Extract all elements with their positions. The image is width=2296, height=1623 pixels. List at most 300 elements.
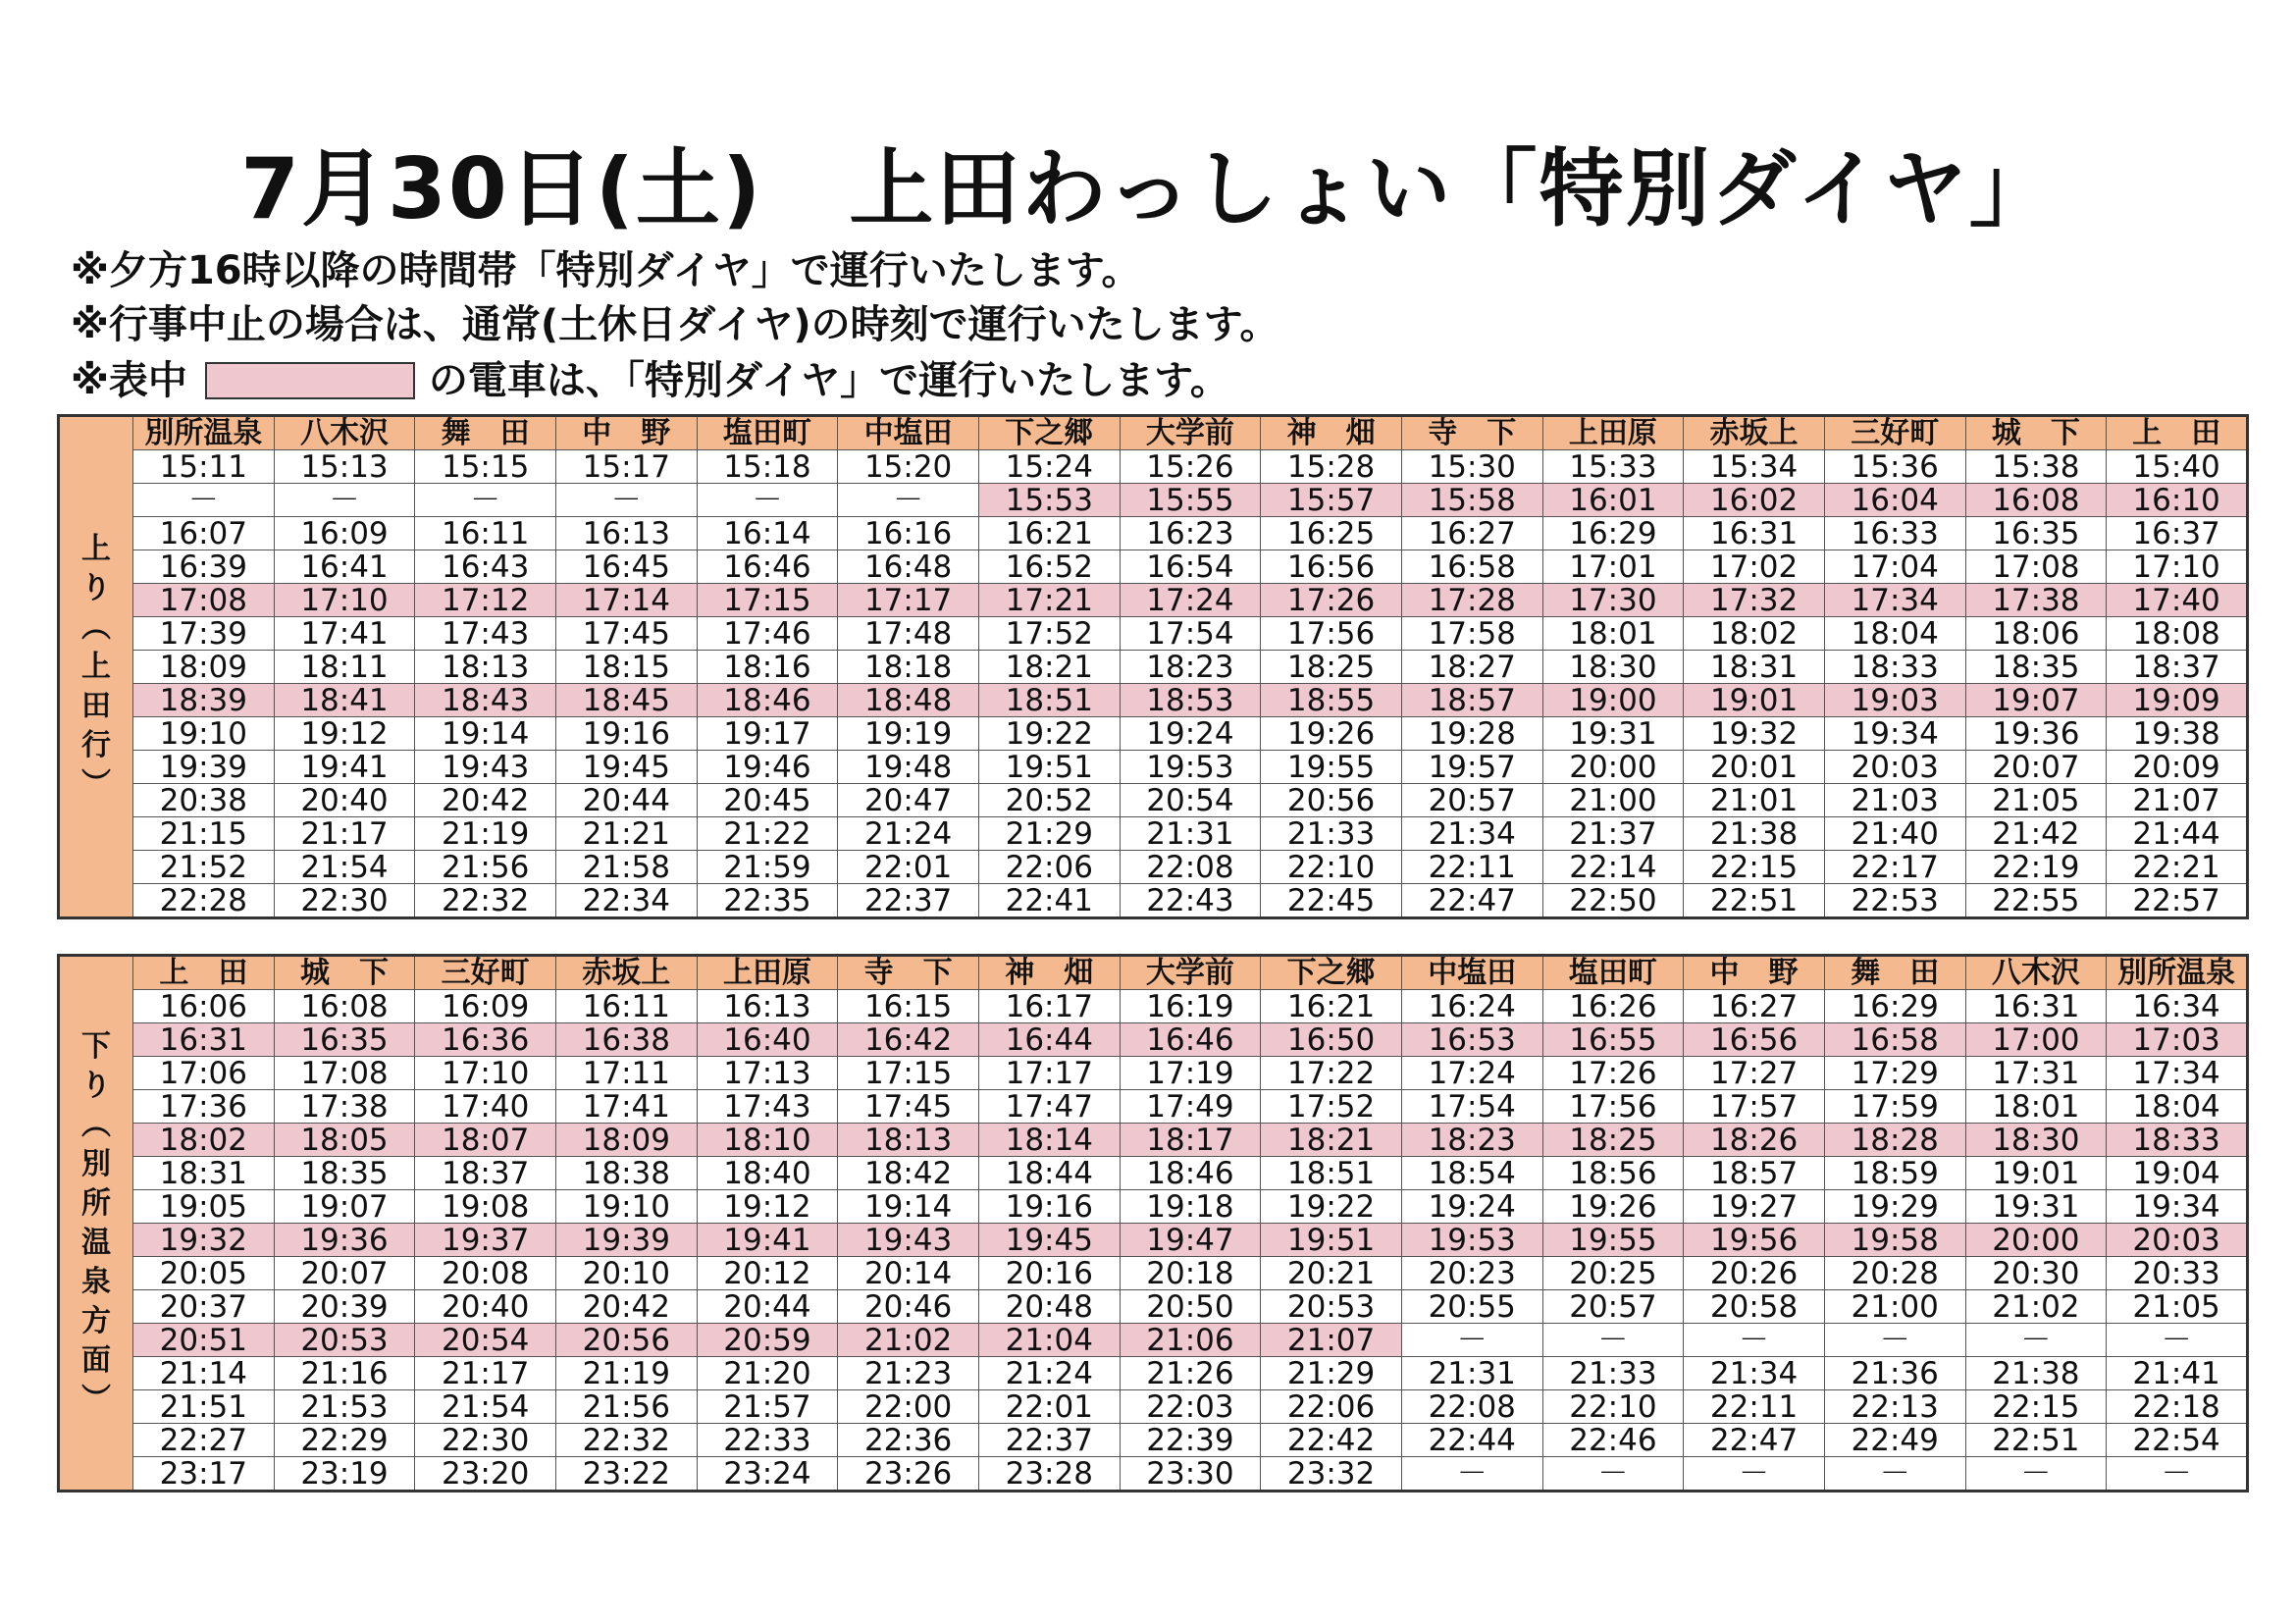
departure-time-cell: 22:32	[415, 884, 556, 918]
departure-time-cell: －	[133, 484, 275, 517]
departure-time-cell: 22:13	[1824, 1390, 1965, 1424]
departure-time-cell: 21:01	[1684, 784, 1825, 817]
departure-time-cell: 16:35	[274, 1023, 415, 1057]
departure-time-cell: 20:42	[555, 1290, 697, 1324]
station-header: 八木沢	[1965, 956, 2107, 990]
departure-time-cell: 19:41	[274, 751, 415, 784]
departure-time-cell: 16:27	[1684, 990, 1825, 1023]
down-station-header-row	[59, 956, 2248, 990]
departure-time-cell: 16:23	[1120, 517, 1261, 550]
station-header: 大学前	[1120, 956, 1261, 990]
departure-time-cell: 21:42	[1965, 817, 2107, 851]
departure-time-cell: 16:13	[555, 517, 697, 550]
departure-time-cell: 19:46	[697, 751, 838, 784]
departure-time-cell: 20:28	[1824, 1257, 1965, 1290]
departure-time-cell: －	[1684, 1457, 1825, 1492]
departure-time-cell: 18:56	[1542, 1157, 1684, 1190]
departure-time-cell: 18:13	[838, 1124, 979, 1157]
departure-time-cell: 23:19	[274, 1457, 415, 1492]
departure-time-cell: 21:34	[1401, 817, 1542, 851]
departure-time-cell: 22:06	[1261, 1390, 1402, 1424]
departure-time-cell: 16:46	[697, 550, 838, 584]
departure-time-cell: 20:57	[1542, 1290, 1684, 1324]
train-row	[59, 851, 2248, 884]
departure-time-cell: 18:35	[1965, 651, 2107, 684]
departure-time-cell: 17:06	[133, 1057, 275, 1090]
departure-time-cell: 17:34	[2107, 1057, 2248, 1090]
departure-time-cell: 17:08	[133, 584, 275, 617]
departure-time-cell: 19:51	[1261, 1224, 1402, 1257]
departure-time-cell: 16:38	[555, 1023, 697, 1057]
departure-time-cell: 18:31	[133, 1157, 275, 1190]
departure-time-cell: 17:43	[697, 1090, 838, 1124]
station-header: 上田原	[697, 956, 838, 990]
departure-time-cell: 22:11	[1684, 1390, 1825, 1424]
down-direction-char: 泉	[81, 1264, 111, 1299]
departure-time-cell: 22:35	[697, 884, 838, 918]
departure-time-cell: 21:17	[274, 817, 415, 851]
departure-time-cell: 21:54	[274, 851, 415, 884]
departure-time-cell: 22:30	[415, 1424, 556, 1457]
departure-time-cell: 17:08	[1965, 550, 2107, 584]
departure-time-cell: 21:36	[1824, 1357, 1965, 1390]
departure-time-cell: 18:01	[1542, 617, 1684, 651]
departure-time-cell: 22:37	[978, 1424, 1120, 1457]
note-evening-special: ※夕方16時以降の時間帯「特別ダイヤ」で運行いたします。	[71, 248, 1141, 293]
departure-time-cell: 21:59	[697, 851, 838, 884]
departure-time-cell: 18:06	[1965, 617, 2107, 651]
departure-time-cell: 21:14	[133, 1357, 275, 1390]
departure-time-cell: 20:52	[978, 784, 1120, 817]
departure-time-cell: 18:09	[555, 1124, 697, 1157]
departure-time-cell: 16:48	[838, 550, 979, 584]
train-row	[59, 1257, 2248, 1290]
departure-time-cell: 17:10	[415, 1057, 556, 1090]
departure-time-cell: 16:46	[1120, 1023, 1261, 1057]
note-legend-suffix: の電車は、「特別ダイヤ」で運行いたします。	[428, 358, 1229, 403]
departure-time-cell: 21:04	[978, 1324, 1120, 1357]
departure-time-cell: 21:41	[2107, 1357, 2248, 1390]
departure-time-cell: 17:29	[1824, 1057, 1965, 1090]
up-direction-char: 田	[81, 688, 111, 723]
departure-time-cell: 22:36	[838, 1424, 979, 1457]
train-row	[59, 1157, 2248, 1190]
departure-time-cell: 15:33	[1542, 450, 1684, 484]
departure-time-cell: 16:10	[2107, 484, 2248, 517]
departure-time-cell: 16:21	[1261, 990, 1402, 1023]
departure-time-cell: 21:31	[1120, 817, 1261, 851]
departure-time-cell: 18:31	[1684, 651, 1825, 684]
page-title: 7月30日(土) 上田わっしょい「特別ダイヤ」	[240, 140, 2056, 238]
departure-time-cell: 21:29	[1261, 1357, 1402, 1390]
departure-time-cell: 21:38	[1684, 817, 1825, 851]
departure-time-cell: －	[1542, 1457, 1684, 1492]
down-direction-char: 下	[81, 1028, 111, 1064]
departure-time-cell: 21:54	[415, 1390, 556, 1424]
departure-time-cell: 15:20	[838, 450, 979, 484]
train-row	[59, 751, 2248, 784]
departure-time-cell: 20:51	[133, 1324, 275, 1357]
departure-time-cell: 19:51	[978, 751, 1120, 784]
departure-time-cell: 15:34	[1684, 450, 1825, 484]
departure-time-cell: 21:15	[133, 817, 275, 851]
departure-time-cell: 21:23	[838, 1357, 979, 1390]
departure-time-cell: 16:04	[1824, 484, 1965, 517]
departure-time-cell: 22:55	[1965, 884, 2107, 918]
departure-time-cell: 18:44	[978, 1157, 1120, 1190]
departure-time-cell: 22:17	[1824, 851, 1965, 884]
departure-time-cell: 16:14	[697, 517, 838, 550]
departure-time-cell: 22:57	[2107, 884, 2248, 918]
departure-time-cell: 21:24	[838, 817, 979, 851]
departure-time-cell: 17:12	[415, 584, 556, 617]
departure-time-cell: 17:21	[978, 584, 1120, 617]
departure-time-cell: －	[1965, 1457, 2107, 1492]
departure-time-cell: 21:38	[1965, 1357, 2107, 1390]
departure-time-cell: 21:17	[415, 1357, 556, 1390]
departure-time-cell: 21:06	[1120, 1324, 1261, 1357]
departure-time-cell: 18:53	[1120, 684, 1261, 717]
departure-time-cell: 23:32	[1261, 1457, 1402, 1492]
departure-time-cell: 17:24	[1120, 584, 1261, 617]
departure-time-cell: 18:17	[1120, 1124, 1261, 1157]
departure-time-cell: 16:29	[1824, 990, 1965, 1023]
departure-time-cell: 16:33	[1824, 517, 1965, 550]
departure-time-cell: 22:53	[1824, 884, 1965, 918]
departure-time-cell: 16:13	[697, 990, 838, 1023]
departure-time-cell: 19:12	[274, 717, 415, 751]
train-row	[59, 1124, 2248, 1157]
departure-time-cell: 18:46	[697, 684, 838, 717]
departure-time-cell: 19:14	[838, 1190, 979, 1224]
departure-time-cell: 17:56	[1261, 617, 1402, 651]
departure-time-cell: 21:16	[274, 1357, 415, 1390]
departure-time-cell: 16:29	[1542, 517, 1684, 550]
station-header: 舞 田	[1824, 956, 1965, 990]
departure-time-cell: 19:36	[274, 1224, 415, 1257]
departure-time-cell: 20:56	[1261, 784, 1402, 817]
station-header: 城 下	[274, 956, 415, 990]
departure-time-cell: 23:20	[415, 1457, 556, 1492]
station-header: 下之郷	[978, 416, 1120, 450]
departure-time-cell: 16:25	[1261, 517, 1402, 550]
departure-time-cell: 18:23	[1120, 651, 1261, 684]
departure-time-cell: 18:51	[1261, 1157, 1402, 1190]
departure-time-cell: 16:40	[697, 1023, 838, 1057]
departure-time-cell: －	[2107, 1457, 2248, 1492]
down-direction-char: り	[81, 1068, 111, 1103]
departure-time-cell: 18:41	[274, 684, 415, 717]
departure-time-cell: 18:59	[1824, 1157, 1965, 1190]
departure-time-cell: 22:14	[1542, 851, 1684, 884]
departure-time-cell: 17:40	[2107, 584, 2248, 617]
departure-time-cell: 20:05	[133, 1257, 275, 1290]
departure-time-cell: 18:15	[555, 651, 697, 684]
departure-time-cell: 19:31	[1542, 717, 1684, 751]
departure-time-cell: 21:34	[1684, 1357, 1825, 1390]
departure-time-cell: 17:28	[1401, 584, 1542, 617]
train-row	[59, 1457, 2248, 1492]
departure-time-cell: －	[1684, 1324, 1825, 1357]
departure-time-cell: 16:39	[133, 550, 275, 584]
departure-time-cell: 19:47	[1120, 1224, 1261, 1257]
departure-time-cell: 18:16	[697, 651, 838, 684]
departure-time-cell: 17:24	[1401, 1057, 1542, 1090]
train-row	[59, 717, 2248, 751]
departure-time-cell: 18:14	[978, 1124, 1120, 1157]
departure-time-cell: 19:16	[555, 717, 697, 751]
note-legend-prefix: ※表中	[71, 358, 187, 403]
departure-time-cell: 22:34	[555, 884, 697, 918]
down-direction-char: 所	[81, 1185, 111, 1221]
departure-time-cell: 19:43	[415, 751, 556, 784]
departure-time-cell: 18:30	[1542, 651, 1684, 684]
departure-time-cell: 20:55	[1401, 1290, 1542, 1324]
departure-time-cell: 22:44	[1401, 1424, 1542, 1457]
departure-time-cell: 22:49	[1824, 1424, 1965, 1457]
down-direction-char: 温	[81, 1225, 111, 1260]
departure-time-cell: 22:32	[555, 1424, 697, 1457]
departure-time-cell: 21:05	[2107, 1290, 2248, 1324]
departure-time-cell: －	[1542, 1324, 1684, 1357]
departure-time-cell: 20:33	[2107, 1257, 2248, 1290]
departure-time-cell: 22:45	[1261, 884, 1402, 918]
departure-time-cell: 19:10	[133, 717, 275, 751]
departure-time-cell: 16:55	[1542, 1023, 1684, 1057]
train-row	[59, 651, 2248, 684]
departure-time-cell: 20:09	[2107, 751, 2248, 784]
departure-time-cell: 22:15	[1965, 1390, 2107, 1424]
departure-time-cell: 19:24	[1401, 1190, 1542, 1224]
departure-time-cell: 21:44	[2107, 817, 2248, 851]
station-header: 寺 下	[838, 956, 979, 990]
up-direction-char: 上	[81, 531, 111, 566]
departure-time-cell: 20:16	[978, 1257, 1120, 1290]
station-header: 赤坂上	[555, 956, 697, 990]
departure-time-cell: 16:54	[1120, 550, 1261, 584]
departure-time-cell: 19:01	[1965, 1157, 2107, 1190]
departure-time-cell: 22:29	[274, 1424, 415, 1457]
departure-time-cell: 17:26	[1542, 1057, 1684, 1090]
departure-time-cell: 19:38	[2107, 717, 2248, 751]
departure-time-cell: 15:40	[2107, 450, 2248, 484]
departure-time-cell: 20:40	[415, 1290, 556, 1324]
departure-time-cell: 16:37	[2107, 517, 2248, 550]
departure-time-cell: 17:22	[1261, 1057, 1402, 1090]
departure-time-cell: 19:16	[978, 1190, 1120, 1224]
departure-time-cell: 18:05	[274, 1124, 415, 1157]
train-row	[59, 484, 2248, 517]
station-header: 八木沢	[274, 416, 415, 450]
departure-time-cell: 21:00	[1824, 1290, 1965, 1324]
departure-time-cell: 21:00	[1542, 784, 1684, 817]
station-header: 大学前	[1120, 416, 1261, 450]
station-header: 三好町	[415, 956, 556, 990]
departure-time-cell: 20:44	[697, 1290, 838, 1324]
departure-time-cell: 22:47	[1401, 884, 1542, 918]
departure-time-cell: 15:28	[1261, 450, 1402, 484]
departure-time-cell: 17:15	[838, 1057, 979, 1090]
departure-time-cell: 23:24	[697, 1457, 838, 1492]
departure-time-cell: 18:21	[1261, 1124, 1402, 1157]
departure-time-cell: 18:46	[1120, 1157, 1261, 1190]
departure-time-cell: 17:52	[1261, 1090, 1402, 1124]
departure-time-cell: 17:11	[555, 1057, 697, 1090]
departure-time-cell: 16:41	[274, 550, 415, 584]
departure-time-cell: 20:25	[1542, 1257, 1684, 1290]
departure-time-cell: 22:08	[1401, 1390, 1542, 1424]
departure-time-cell: 21:19	[415, 817, 556, 851]
departure-time-cell: 18:55	[1261, 684, 1402, 717]
departure-time-cell: 16:19	[1120, 990, 1261, 1023]
train-row	[59, 990, 2248, 1023]
departure-time-cell: 19:28	[1401, 717, 1542, 751]
departure-time-cell: 15:57	[1261, 484, 1402, 517]
down-direction-char: 別	[81, 1146, 111, 1181]
station-header: 中塩田	[838, 416, 979, 450]
departure-time-cell: 20:26	[1684, 1257, 1825, 1290]
departure-time-cell: 19:31	[1965, 1190, 2107, 1224]
departure-time-cell: 18:26	[1684, 1124, 1825, 1157]
departure-time-cell: －	[697, 484, 838, 517]
departure-time-cell: 16:56	[1684, 1023, 1825, 1057]
departure-time-cell: 21:02	[1965, 1290, 2107, 1324]
down-direction-char: 面	[81, 1342, 111, 1378]
departure-time-cell: 20:07	[274, 1257, 415, 1290]
departure-time-cell: 18:07	[415, 1124, 556, 1157]
departure-time-cell: 20:53	[1261, 1290, 1402, 1324]
departure-time-cell: 20:54	[1120, 784, 1261, 817]
departure-time-cell: 17:48	[838, 617, 979, 651]
departure-time-cell: 22:00	[838, 1390, 979, 1424]
train-row	[59, 517, 2248, 550]
departure-time-cell: 20:01	[1684, 751, 1825, 784]
departure-time-cell: 22:15	[1684, 851, 1825, 884]
departure-time-cell: 22:33	[697, 1424, 838, 1457]
departure-time-cell: 20:03	[1824, 751, 1965, 784]
departure-time-cell: 15:36	[1824, 450, 1965, 484]
departure-time-cell: 20:48	[978, 1290, 1120, 1324]
departure-time-cell: 19:07	[274, 1190, 415, 1224]
departure-time-cell: 15:38	[1965, 450, 2107, 484]
departure-time-cell: －	[838, 484, 979, 517]
departure-time-cell: 21:57	[697, 1390, 838, 1424]
departure-time-cell: 16:36	[415, 1023, 556, 1057]
departure-time-cell: 22:10	[1261, 851, 1402, 884]
departure-time-cell: 17:56	[1542, 1090, 1684, 1124]
departure-time-cell: 20:00	[1965, 1224, 2107, 1257]
departure-time-cell: 16:08	[1965, 484, 2107, 517]
departure-time-cell: 20:03	[2107, 1224, 2248, 1257]
departure-time-cell: 17:00	[1965, 1023, 2107, 1057]
departure-time-cell: 16:31	[1965, 990, 2107, 1023]
departure-time-cell: 19:32	[1684, 717, 1825, 751]
departure-time-cell: 20:21	[1261, 1257, 1402, 1290]
departure-time-cell: 15:17	[555, 450, 697, 484]
departure-time-cell: 18:35	[274, 1157, 415, 1190]
departure-time-cell: 21:22	[697, 817, 838, 851]
departure-time-cell: 19:53	[1401, 1224, 1542, 1257]
departure-time-cell: 21:03	[1824, 784, 1965, 817]
departure-time-cell: 17:31	[1965, 1057, 2107, 1090]
departure-time-cell: 17:40	[415, 1090, 556, 1124]
departure-time-cell: 21:31	[1401, 1357, 1542, 1390]
departure-time-cell: 16:34	[2107, 990, 2248, 1023]
timetable-up	[57, 414, 2249, 919]
departure-time-cell: 23:26	[838, 1457, 979, 1492]
departure-time-cell: 18:02	[133, 1124, 275, 1157]
departure-time-cell: 21:07	[1261, 1324, 1402, 1357]
departure-time-cell: 18:11	[274, 651, 415, 684]
departure-time-cell: 19:57	[1401, 751, 1542, 784]
departure-time-cell: 19:45	[555, 751, 697, 784]
departure-time-cell: 17:30	[1542, 584, 1684, 617]
up-direction-char: ︶	[81, 766, 111, 802]
departure-time-cell: 21:58	[555, 851, 697, 884]
departure-time-cell: 19:08	[415, 1190, 556, 1224]
departure-time-cell: 21:40	[1824, 817, 1965, 851]
station-header: 舞 田	[415, 416, 556, 450]
up-direction-char: ︵	[81, 609, 111, 645]
departure-time-cell: 22:30	[274, 884, 415, 918]
departure-time-cell: 16:31	[1684, 517, 1825, 550]
train-row	[59, 884, 2248, 918]
station-header: 中塩田	[1401, 956, 1542, 990]
departure-time-cell: 19:41	[697, 1224, 838, 1257]
departure-time-cell: 20:59	[697, 1324, 838, 1357]
station-header: 中 野	[1684, 956, 1825, 990]
up-direction-char: 上	[81, 649, 111, 684]
departure-time-cell: －	[1401, 1457, 1542, 1492]
departure-time-cell: 19:27	[1684, 1190, 1825, 1224]
departure-time-cell: 18:27	[1401, 651, 1542, 684]
departure-time-cell: 21:05	[1965, 784, 2107, 817]
train-row	[59, 1224, 2248, 1257]
departure-time-cell: 17:03	[2107, 1023, 2248, 1057]
departure-time-cell: 23:22	[555, 1457, 697, 1492]
train-row	[59, 1357, 2248, 1390]
down-direction-char: ︶	[81, 1382, 111, 1417]
departure-time-cell: 19:19	[838, 717, 979, 751]
note-cancellation: ※行事中止の場合は、通常(土休日ダイヤ)の時刻で運行いたします。	[71, 302, 1279, 347]
departure-time-cell: －	[1824, 1324, 1965, 1357]
departure-time-cell: 17:36	[133, 1090, 275, 1124]
train-row	[59, 1424, 2248, 1457]
train-row	[59, 1290, 2248, 1324]
train-row	[59, 1390, 2248, 1424]
departure-time-cell: 18:21	[978, 651, 1120, 684]
departure-time-cell: 18:38	[555, 1157, 697, 1190]
departure-time-cell: 18:30	[1965, 1124, 2107, 1157]
departure-time-cell: 19:32	[133, 1224, 275, 1257]
departure-time-cell: 18:40	[697, 1157, 838, 1190]
departure-time-cell: 22:43	[1120, 884, 1261, 918]
departure-time-cell: 16:50	[1261, 1023, 1402, 1057]
departure-time-cell: 22:28	[133, 884, 275, 918]
departure-time-cell: 16:24	[1401, 990, 1542, 1023]
departure-time-cell: 19:37	[415, 1224, 556, 1257]
departure-time-cell: 19:26	[1261, 717, 1402, 751]
station-header: 神 畑	[1261, 416, 1402, 450]
departure-time-cell: 16:08	[274, 990, 415, 1023]
departure-time-cell: 19:39	[555, 1224, 697, 1257]
departure-time-cell: －	[1965, 1324, 2107, 1357]
departure-time-cell: 21:02	[838, 1324, 979, 1357]
departure-time-cell: 15:15	[415, 450, 556, 484]
departure-time-cell: 15:13	[274, 450, 415, 484]
down-direction-label	[59, 956, 133, 1492]
train-row	[59, 1324, 2248, 1357]
